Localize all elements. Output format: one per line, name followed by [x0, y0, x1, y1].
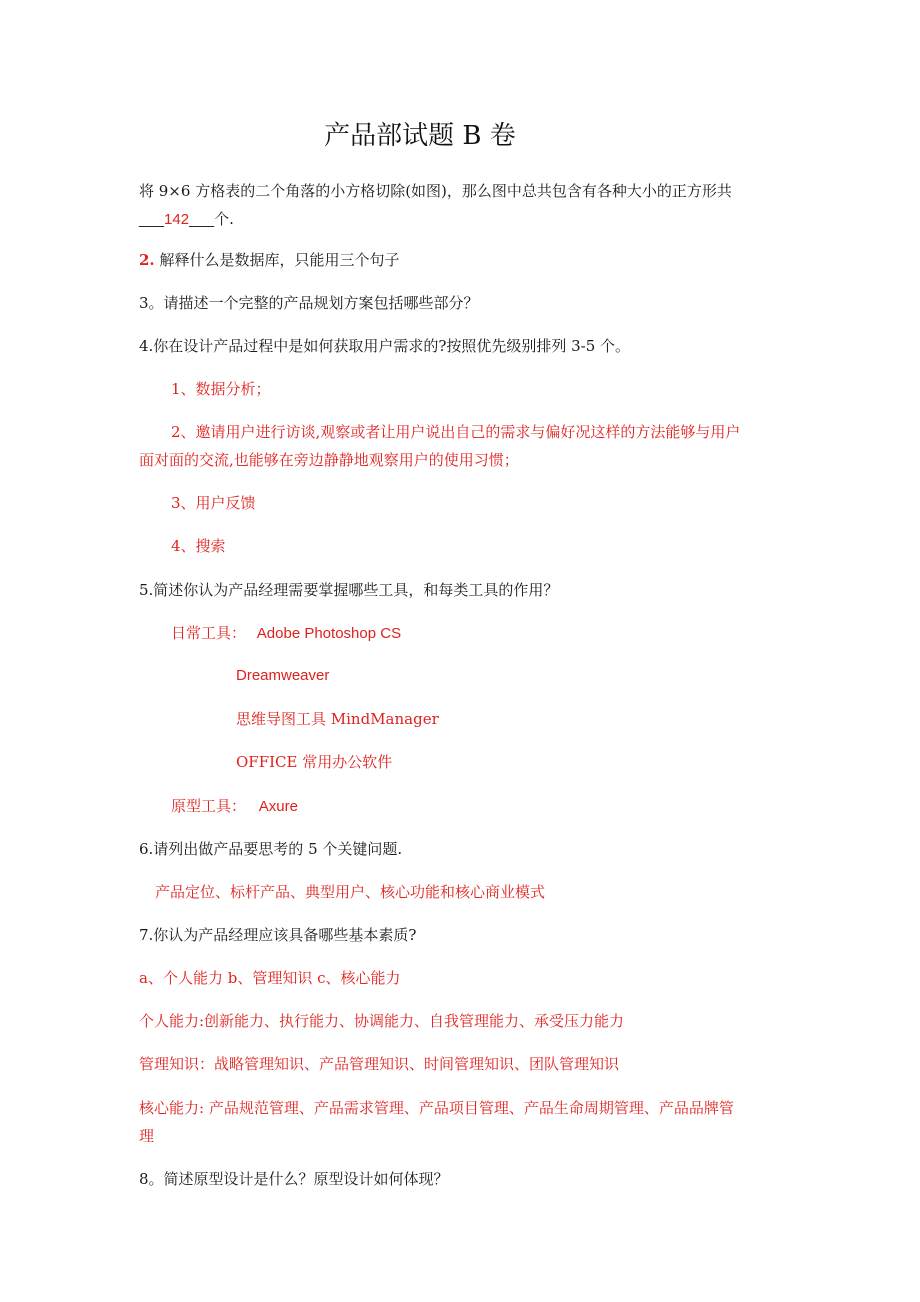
question-2: [139, 249, 399, 271]
question-1-answer-line: [139, 208, 234, 231]
question-7-answer-4: 核心能力: 产品规范管理、产品需求管理、产品项目管理、产品生命周期管理、产品品牌管: [139, 1099, 734, 1117]
question-7-answer-3: 管理知识：战略管理知识、产品管理知识、时间管理知识、团队管理知识: [139, 1055, 620, 1073]
question-7-answer-4-cont: 理: [139, 1127, 155, 1145]
question-4-answer-2-cont: 面对面的交流,也能够在旁边静静地观察用户的使用习惯；: [139, 451, 519, 469]
question-4-answer-4: 4、搜索: [171, 537, 226, 555]
question-1-answer: 142: [164, 211, 190, 228]
answer-blank-after: ___: [189, 211, 215, 228]
daily-tool-photoshop: Adobe Photoshop CS: [256, 625, 402, 642]
answer-blank-before: ___: [139, 211, 165, 228]
question-8: 8。简述原型设计是什么？原型设计如何体现？: [139, 1170, 449, 1188]
question-1: [139, 180, 732, 202]
question-3: 3。请描述一个完整的产品规划方案包括哪些部分？: [139, 294, 479, 312]
question-4-answer-1: 1、数据分析；: [171, 380, 271, 398]
question-4-answer-3: 3、用户反馈: [171, 494, 256, 512]
daily-tools-row: [171, 622, 401, 645]
question-1-suffix: 个.: [214, 210, 234, 228]
daily-tools-label: 日常工具：: [171, 624, 247, 642]
daily-tool-mindmanager: 思维导图工具 MindManager: [236, 710, 439, 728]
page-title: 产品部试题 B 卷: [324, 121, 516, 151]
question-6: 6.请列出做产品要思考的 5 个关键问题.: [139, 840, 403, 858]
proto-tool-axure: Axure: [258, 798, 298, 815]
question-1-text: 将 9×6 方格表的二个角落的小方格切除(如图)，那么图中总共包含有各种大小的正方形共: [139, 182, 732, 200]
question-5: 5.简述你认为产品经理需要掌握哪些工具，和每类工具的作用？: [139, 581, 559, 599]
daily-tool-office: OFFICE 常用办公软件: [236, 753, 393, 771]
daily-tool-dreamweaver: Dreamweaver: [236, 667, 330, 684]
question-2-number: 2.: [139, 251, 155, 269]
question-2-text: 解释什么是数据库，只能用三个句子: [154, 251, 400, 269]
question-4-answer-2: 2、邀请用户进行访谈,观察或者让用户说出自己的需求与偏好况这样的方法能够与用户: [171, 423, 741, 441]
proto-tools-label: 原型工具：: [171, 797, 247, 815]
question-7: 7.你认为产品经理应该具备哪些基本素质?: [139, 926, 417, 944]
question-7-answer-1: a、个人能力 b、管理知识 c、核心能力: [139, 969, 401, 987]
question-7-answer-2: 个人能力:创新能力、执行能力、协调能力、自我管理能力、承受压力能力: [139, 1012, 625, 1030]
question-6-answer: 产品定位、标杆产品、典型用户、核心功能和核心商业模式: [155, 883, 546, 901]
proto-tools-row: [171, 795, 298, 818]
question-4: 4.你在设计产品过程中是如何获取用户需求的?按照优先级别排列 3-5 个。: [139, 337, 631, 355]
